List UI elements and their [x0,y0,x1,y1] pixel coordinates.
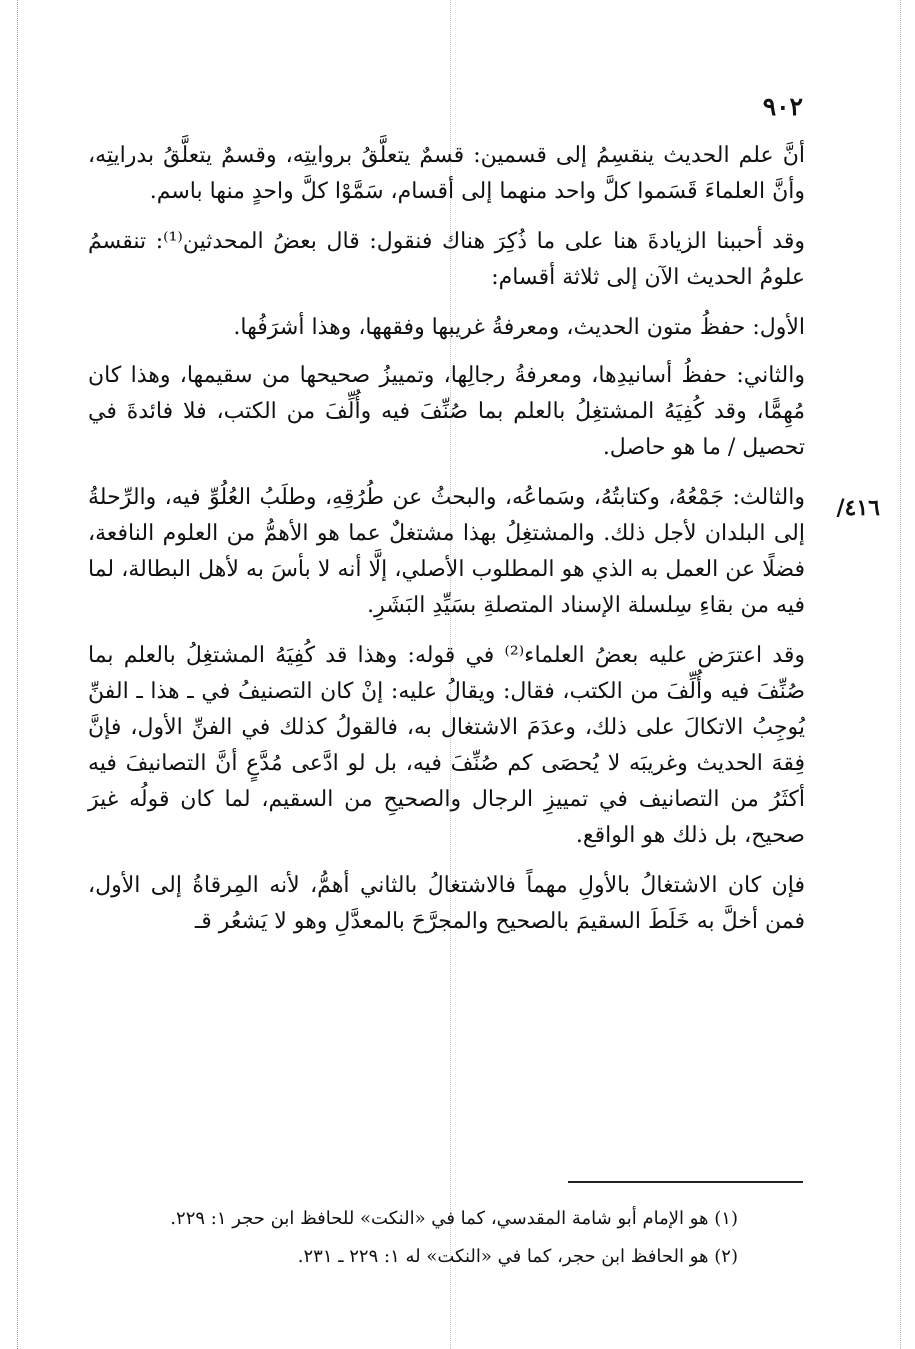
body-text [88,138,805,954]
paragraph: فإن كان الاشتغالُ بالأولِ مهماً فالاشتغالُ بالثاني أهمُّ، لأنه المِرقاةُ إلى الأول، فمن أخلَّ به خَلَطَ السقيمَ بالصحيح والمجرَّحَ بالمعدَّلِ وهو لا يَشعُر قـ [88,873,805,934]
margin-page-reference: ٤١٦/ [836,495,880,521]
paragraph: أنَّ علم الحديث ينقسِمُ إلى قسمين: قسمٌ يتعلَّقُ بروايتِه، وقسمٌ يتعلَّقُ بدرايتِه، وأنَّ العلماءَ قَسَموا كلَّ واحد منهما إلى أقسام، سَمَّوْا كلَّ واحدٍ منها باسم. [88,143,805,204]
footnote-separator [568,1181,803,1183]
footnotes [88,1200,738,1276]
footnote: (١) هو الإمام أبو شامة المقدسي، كما في «النكت» للحافظ ابن حجر ١: ٢٢٩. [170,1208,738,1229]
page-number: ٩٠٢ [762,92,803,121]
scan-guide-line [900,0,901,1349]
paragraph: وقد أحببنا الزيادةَ هنا على ما ذُكِرَ هناك فنقول: قال بعضُ المحدثين⁽¹⁾: تنقسمُ علومُ الحديث الآن إلى ثلاثة أقسام: [88,229,805,290]
paragraph: وقد اعترَض عليه بعضُ العلماء⁽²⁾ في قوله: وهذا قد كُفِيَهُ المشتغِلُ بالعلم بما صُنِّفَ فيه وأُلِّفَ من الكتب، فقال: ويقالُ عليه: إنْ كان التصنيفُ في ـ هذا ـ الفنِّ يُوجِبُ الاتكالَ على ذلك، وعدَمَ الاشتغال به، فالقولُ كذلك في الفنِّ الأول، فإنَّ فِقهَ الحديث وغريبَه لا يُحصَى كم صُنِّفَ فيه، بل لو ادَّعى مُدَّعٍ أنَّ التصانيفَ فيه أكثَرُ من التصانيف في تمييزِ الرجال والصحيحِ من السقيم، لما كان قولُه غيرَ صحيح، بل ذلك هو الواقع. [88,643,806,848]
paragraph: والثاني: حفظُ أسانيدِها، ومعرفةُ رجالِها، وتمييزُ صحيحها من سقيمها، وهذا كان مُهِمًّا، وقد كُفِيَهُ المشتغِلُ بالعلم بما صُنِّفَ فيه وأُلِّفَ من الكتب، فلا فائدةَ في تحصيل / ما هو حاصل. [88,363,805,460]
scan-guide-line [17,0,18,1349]
footnote: (٢) هو الحافظ ابن حجر، كما في «النكت» له ١: ٢٢٩ ـ ٢٣١. [297,1246,738,1267]
paragraph: الأول: حفظُ متون الحديث، ومعرفةُ غريبها وفقهها، وهذا أشرَفُها. [233,315,805,340]
paragraph: والثالث: جَمْعُهُ، وكتابتُهُ، وسَماعُه، والبحثُ عن طُرُقِهِ، وطلَبُ العُلُوِّ فيه، والرِّحلةُ إلى البلدان لأجل ذلك. والمشتغِلُ بهذا مشتغلٌ عما هو الأهمُّ من العلوم النافعة، فضلًا عن العمل به الذي هو المطلوب الأصلي، إلَّا أنه لا بأسَ به لأهل البطالة، لما فيه من بقاءِ سِلسلة الإسناد المتصلةِ بسَيِّدِ البَشَرِ. [88,485,805,618]
